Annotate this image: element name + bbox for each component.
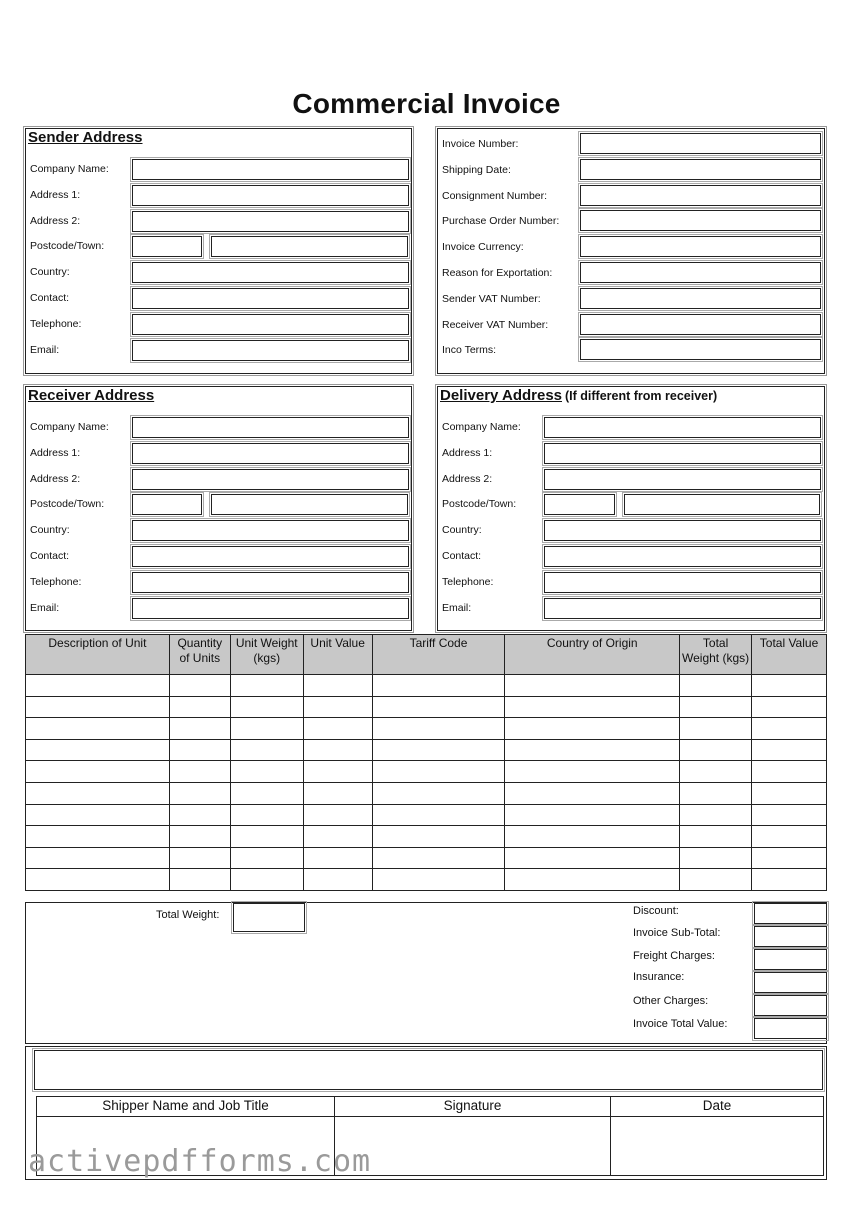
delivery-postcode-town-label: Postcode/Town: <box>442 498 517 511</box>
date-field[interactable] <box>611 1118 823 1175</box>
receiver-contact-input[interactable] <box>133 548 408 567</box>
sender-telephone-label: Telephone: <box>30 317 82 330</box>
receiver-company-name-label: Company Name: <box>30 421 109 433</box>
cell-total-weight-kgs[interactable] <box>680 761 752 783</box>
sender-company-name-label: Company Name: <box>30 163 109 175</box>
cell-unit-value[interactable] <box>303 675 372 697</box>
cell-description-of-unit[interactable] <box>26 675 170 697</box>
table-row <box>26 761 827 783</box>
cell-tariff-code[interactable] <box>372 782 505 804</box>
invoice-sender-vat-number-field[interactable] <box>580 288 821 309</box>
totals-freight-charges-field[interactable] <box>754 949 827 970</box>
cell-total-weight-kgs[interactable] <box>680 869 752 891</box>
delivery-address-title: Delivery Address <box>440 387 563 404</box>
cell-unit-weight-kgs[interactable] <box>230 826 303 848</box>
sender-address-2-label: Address 2: <box>30 214 81 227</box>
totals-invoice-total-value-label: Invoice Total Value: <box>633 1018 728 1030</box>
receiver-address-2-label: Address 2: <box>30 472 81 485</box>
delivery-country-input[interactable] <box>545 522 820 541</box>
cell-total-weight-kgs[interactable] <box>680 847 752 869</box>
column-header-unit-weight-kgs: Unit Weight (kgs) <box>230 635 303 675</box>
invoice-invoice-number-label: Invoice Number: <box>442 138 519 150</box>
totals-panel <box>25 902 827 1044</box>
receiver-email-field[interactable] <box>132 598 409 619</box>
sender-email-label: Email: <box>30 343 60 356</box>
sender-postcode-input[interactable] <box>133 238 201 257</box>
receiver-company-name-input[interactable] <box>133 419 408 438</box>
totals-discount-field[interactable] <box>754 903 827 924</box>
cell-description-of-unit[interactable] <box>26 804 170 826</box>
receiver-postcode-field[interactable] <box>132 494 202 515</box>
receiver-contact-field[interactable] <box>132 546 409 567</box>
sender-email-field[interactable] <box>132 340 409 361</box>
receiver-country-label: Country: <box>30 524 70 537</box>
date-header: Date <box>702 1098 732 1113</box>
table-row <box>26 826 827 848</box>
cell-total-weight-kgs[interactable] <box>680 718 752 740</box>
receiver-address-panel <box>25 386 412 631</box>
table-row <box>26 675 827 697</box>
delivery-telephone-label: Telephone: <box>442 575 494 588</box>
cell-country-of-origin[interactable] <box>505 869 680 891</box>
invoice-inco-terms-field[interactable] <box>580 339 821 360</box>
cell-quantity-of-units[interactable] <box>169 739 230 761</box>
delivery-company-name-input[interactable] <box>545 419 820 438</box>
receiver-town-field[interactable] <box>211 494 408 515</box>
total-weight-label: Total Weight: <box>156 909 220 921</box>
cell-description-of-unit[interactable] <box>26 869 170 891</box>
column-header-country-of-origin: Country of Origin <box>505 635 680 675</box>
totals-invoice-total-value-field[interactable] <box>754 1018 827 1039</box>
cell-country-of-origin[interactable] <box>505 847 680 869</box>
receiver-address-heading: Receiver Address <box>28 387 155 404</box>
cell-country-of-origin[interactable] <box>505 718 680 740</box>
delivery-contact-input[interactable] <box>545 548 820 567</box>
delivery-address-panel <box>437 386 825 631</box>
sender-address-2-field[interactable] <box>132 211 409 232</box>
table-row <box>26 869 827 891</box>
receiver-company-name-field[interactable] <box>132 417 409 438</box>
invoice-reason-for-exportation-field[interactable] <box>580 262 821 283</box>
sender-country-label: Country: <box>30 266 70 279</box>
cell-unit-weight-kgs[interactable] <box>230 696 303 718</box>
cell-unit-value[interactable] <box>303 718 372 740</box>
receiver-country-field[interactable] <box>132 520 409 541</box>
cell-quantity-of-units[interactable] <box>169 761 230 783</box>
invoice-shipping-date-input[interactable] <box>581 160 820 179</box>
receiver-telephone-field[interactable] <box>132 572 409 593</box>
cell-unit-value[interactable] <box>303 761 372 783</box>
invoice-consignment-number-field[interactable] <box>580 185 821 206</box>
cell-unit-value[interactable] <box>303 847 372 869</box>
sender-address-2-input[interactable] <box>133 212 408 231</box>
delivery-contact-label: Contact: <box>442 550 482 562</box>
invoice-receiver-vat-number-input[interactable] <box>581 315 820 334</box>
invoice-inco-terms-input[interactable] <box>581 341 820 360</box>
totals-other-charges-label: Other Charges: <box>633 995 709 1007</box>
receiver-country-input[interactable] <box>133 522 408 541</box>
totals-insurance-field[interactable] <box>754 972 827 993</box>
receiver-town-input[interactable] <box>212 496 407 515</box>
delivery-country-label: Country: <box>442 524 482 537</box>
receiver-contact-label: Contact: <box>30 550 70 562</box>
cell-unit-weight-kgs[interactable] <box>230 869 303 891</box>
receiver-address-1-input[interactable] <box>133 444 408 463</box>
cell-country-of-origin[interactable] <box>505 826 680 848</box>
cell-quantity-of-units[interactable] <box>169 782 230 804</box>
cell-description-of-unit[interactable] <box>26 826 170 848</box>
sender-address-1-field[interactable] <box>132 185 409 206</box>
delivery-telephone-field[interactable] <box>544 572 821 593</box>
cell-total-weight-kgs[interactable] <box>680 804 752 826</box>
delivery-email-input[interactable] <box>545 599 820 618</box>
column-header-quantity-of-units: Quantity of Units <box>169 635 230 675</box>
invoice-invoice-number-field[interactable] <box>580 133 821 154</box>
invoice-reason-for-exportation-label: Reason for Exportation: <box>442 267 553 279</box>
sender-telephone-field[interactable] <box>132 314 409 335</box>
cell-description-of-unit[interactable] <box>26 761 170 783</box>
invoice-reason-for-exportation-input[interactable] <box>581 264 820 283</box>
invoice-receiver-vat-number-label: Receiver VAT Number: <box>442 318 549 331</box>
sender-address-heading: Sender Address <box>28 129 143 146</box>
delivery-postcode-input[interactable] <box>545 496 614 515</box>
receiver-address-2-input[interactable] <box>133 470 408 489</box>
cell-tariff-code[interactable] <box>372 761 505 783</box>
delivery-address-2-field[interactable] <box>544 469 821 490</box>
receiver-postcode-input[interactable] <box>133 496 201 515</box>
cell-quantity-of-units[interactable] <box>169 718 230 740</box>
cell-unit-value[interactable] <box>303 869 372 891</box>
invoice-sender-vat-number-label: Sender VAT Number: <box>442 292 541 305</box>
delivery-address-2-input[interactable] <box>545 470 820 489</box>
delivery-address-1-label: Address 1: <box>442 446 493 459</box>
cell-tariff-code[interactable] <box>372 739 505 761</box>
sender-postcode-field[interactable] <box>132 236 202 257</box>
delivery-email-field[interactable] <box>544 598 821 619</box>
receiver-postcode-town-label: Postcode/Town: <box>30 498 105 511</box>
cell-description-of-unit[interactable] <box>26 782 170 804</box>
delivery-contact-field[interactable] <box>544 546 821 567</box>
cell-quantity-of-units[interactable] <box>169 804 230 826</box>
delivery-email-label: Email: <box>442 601 472 614</box>
invoice-info-panel <box>437 128 825 374</box>
cell-total-value[interactable] <box>752 675 827 697</box>
cell-total-value[interactable] <box>752 847 827 869</box>
sender-town-input[interactable] <box>212 238 407 257</box>
invoice-purchase-order-number-label: Purchase Order Number: <box>442 215 560 228</box>
column-header-tariff-code: Tariff Code <box>372 635 505 675</box>
table-row <box>26 739 827 761</box>
cell-total-value[interactable] <box>752 826 827 848</box>
cell-tariff-code[interactable] <box>372 696 505 718</box>
signature-header: Signature <box>443 1098 502 1113</box>
table-row <box>26 847 827 869</box>
cell-unit-value[interactable] <box>303 696 372 718</box>
cell-unit-weight-kgs[interactable] <box>230 718 303 740</box>
invoice-receiver-vat-number-field[interactable] <box>580 314 821 335</box>
delivery-town-input[interactable] <box>625 496 819 515</box>
cell-total-value[interactable] <box>752 739 827 761</box>
cell-unit-weight-kgs[interactable] <box>230 782 303 804</box>
receiver-address-1-label: Address 1: <box>30 446 81 459</box>
invoice-invoice-currency-input[interactable] <box>581 238 820 257</box>
invoice-invoice-currency-field[interactable] <box>580 236 821 257</box>
sender-address-panel <box>25 128 412 374</box>
watermark: activepdfforms.com <box>28 1144 372 1179</box>
invoice-purchase-order-number-input[interactable] <box>581 212 820 231</box>
cell-quantity-of-units[interactable] <box>169 869 230 891</box>
delivery-company-name-label: Company Name: <box>442 421 521 433</box>
cell-quantity-of-units[interactable] <box>169 696 230 718</box>
invoice-consignment-number-label: Consignment Number: <box>442 189 548 202</box>
cell-country-of-origin[interactable] <box>505 761 680 783</box>
cell-country-of-origin[interactable] <box>505 696 680 718</box>
cell-quantity-of-units[interactable] <box>169 847 230 869</box>
cell-quantity-of-units[interactable] <box>169 675 230 697</box>
cell-total-weight-kgs[interactable] <box>680 739 752 761</box>
column-header-description-of-unit: Description of Unit <box>26 635 170 675</box>
sender-country-input[interactable] <box>133 264 408 283</box>
table-row <box>26 782 827 804</box>
invoice-sender-vat-number-input[interactable] <box>581 289 820 308</box>
cell-unit-value[interactable] <box>303 739 372 761</box>
cell-unit-value[interactable] <box>303 782 372 804</box>
cell-total-value[interactable] <box>752 718 827 740</box>
table-row <box>26 696 827 718</box>
cell-total-weight-kgs[interactable] <box>680 675 752 697</box>
cell-description-of-unit[interactable] <box>26 718 170 740</box>
sender-contact-label: Contact: <box>30 292 70 304</box>
receiver-telephone-label: Telephone: <box>30 575 82 588</box>
sender-telephone-input[interactable] <box>133 315 408 334</box>
table-row <box>26 718 827 740</box>
cell-total-weight-kgs[interactable] <box>680 782 752 804</box>
delivery-address-1-input[interactable] <box>545 444 820 463</box>
cell-country-of-origin[interactable] <box>505 804 680 826</box>
sender-town-field[interactable] <box>211 236 408 257</box>
total-weight-field[interactable] <box>233 903 305 932</box>
invoice-consignment-number-input[interactable] <box>581 186 820 205</box>
cell-total-value[interactable] <box>752 696 827 718</box>
receiver-address-1-field[interactable] <box>132 443 409 464</box>
sender-company-name-input[interactable] <box>133 161 408 180</box>
cell-country-of-origin[interactable] <box>505 782 680 804</box>
totals-other-charges-field[interactable] <box>754 995 827 1016</box>
cell-total-value[interactable] <box>752 761 827 783</box>
totals-insurance-label: Insurance: <box>633 971 685 983</box>
delivery-country-field[interactable] <box>544 520 821 541</box>
column-header-total-value: Total Value <box>752 635 827 675</box>
cell-description-of-unit[interactable] <box>26 696 170 718</box>
delivery-telephone-input[interactable] <box>545 573 820 592</box>
cell-country-of-origin[interactable] <box>505 675 680 697</box>
invoice-shipping-date-field[interactable] <box>580 159 821 180</box>
cell-description-of-unit[interactable] <box>26 739 170 761</box>
cell-tariff-code[interactable] <box>372 804 505 826</box>
cell-unit-weight-kgs[interactable] <box>230 804 303 826</box>
delivery-address-1-field[interactable] <box>544 443 821 464</box>
document-title: Commercial Invoice <box>292 88 561 119</box>
cell-tariff-code[interactable] <box>372 826 505 848</box>
delivery-address-2-label: Address 2: <box>442 472 493 485</box>
column-header-unit-value: Unit Value <box>303 635 372 675</box>
sender-company-name-field[interactable] <box>132 159 409 180</box>
receiver-email-label: Email: <box>30 601 60 614</box>
cell-tariff-code[interactable] <box>372 847 505 869</box>
receiver-email-input[interactable] <box>133 599 408 618</box>
totals-invoice-sub-total-field[interactable] <box>754 926 827 947</box>
column-header-total-weight-kgs: Total Weight (kgs) <box>680 635 752 675</box>
cell-total-value[interactable] <box>752 804 827 826</box>
cell-tariff-code[interactable] <box>372 675 505 697</box>
items-table <box>25 634 827 891</box>
totals-discount-label: Discount: <box>633 905 679 917</box>
cell-total-value[interactable] <box>752 869 827 891</box>
cell-unit-weight-kgs[interactable] <box>230 761 303 783</box>
receiver-address-2-field[interactable] <box>132 469 409 490</box>
sender-contact-input[interactable] <box>133 290 408 309</box>
sender-postcode-town-label: Postcode/Town: <box>30 240 105 253</box>
invoice-invoice-currency-label: Invoice Currency: <box>442 241 524 254</box>
delivery-company-name-field[interactable] <box>544 417 821 438</box>
cell-unit-weight-kgs[interactable] <box>230 847 303 869</box>
cell-unit-value[interactable] <box>303 804 372 826</box>
sender-country-field[interactable] <box>132 262 409 283</box>
delivery-postcode-field[interactable] <box>544 494 615 515</box>
sender-address-1-input[interactable] <box>133 186 408 205</box>
invoice-purchase-order-number-field[interactable] <box>580 210 821 231</box>
cell-country-of-origin[interactable] <box>505 739 680 761</box>
cell-unit-value[interactable] <box>303 826 372 848</box>
cell-tariff-code[interactable] <box>372 869 505 891</box>
notes-box[interactable] <box>34 1050 823 1090</box>
receiver-telephone-input[interactable] <box>133 573 408 592</box>
delivery-address-heading <box>440 387 717 404</box>
totals-freight-charges-label: Freight Charges: <box>633 950 715 962</box>
invoice-shipping-date-label: Shipping Date: <box>442 163 511 176</box>
cell-description-of-unit[interactable] <box>26 847 170 869</box>
sender-email-input[interactable] <box>133 341 408 360</box>
cell-unit-weight-kgs[interactable] <box>230 739 303 761</box>
delivery-town-field[interactable] <box>624 494 820 515</box>
cell-total-weight-kgs[interactable] <box>680 826 752 848</box>
cell-quantity-of-units[interactable] <box>169 826 230 848</box>
signature-field[interactable] <box>335 1118 610 1175</box>
invoice-invoice-number-input[interactable] <box>581 135 820 154</box>
shipper-name-header: Shipper Name and Job Title <box>102 1098 269 1113</box>
cell-unit-weight-kgs[interactable] <box>230 675 303 697</box>
cell-total-weight-kgs[interactable] <box>680 696 752 718</box>
invoice-inco-terms-label: Inco Terms: <box>442 344 497 357</box>
cell-total-value[interactable] <box>752 782 827 804</box>
table-row <box>26 804 827 826</box>
sender-address-1-label: Address 1: <box>30 188 81 201</box>
cell-tariff-code[interactable] <box>372 718 505 740</box>
delivery-address-note: (If different from receiver) <box>565 389 718 403</box>
sender-contact-field[interactable] <box>132 288 409 309</box>
totals-invoice-sub-total-label: Invoice Sub-Total: <box>633 927 721 939</box>
